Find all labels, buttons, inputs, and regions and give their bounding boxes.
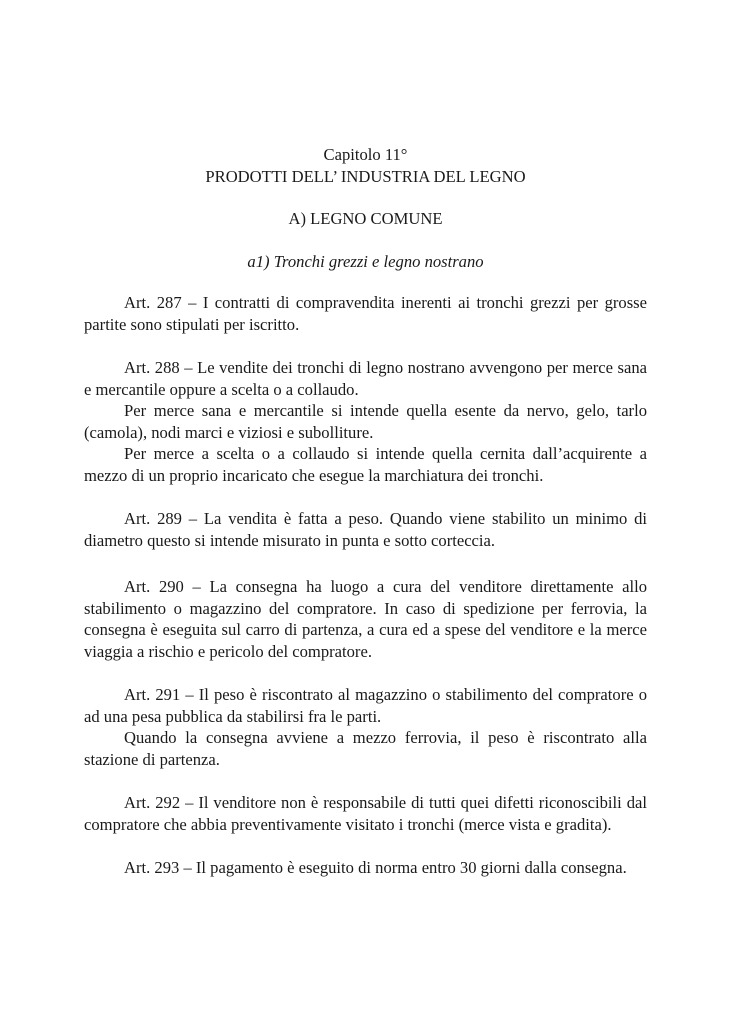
article-paragraph: Art. 293 – Il pagamento è eseguito di norma entro 30 giorni dalla consegna.: [124, 858, 627, 877]
document-page: [84, 144, 647, 879]
chapter-title: PRODOTTI DELL’ INDUSTRIA DEL LEGNO: [205, 166, 526, 186]
article-287: [84, 292, 647, 335]
article-292: [84, 792, 647, 835]
article-288: [84, 357, 647, 486]
article-293: [84, 857, 647, 879]
article-paragraph: Art. 291 – Il peso è riscontrato al magazzino o stabilimento del compratore o ad una pesa pubblica da stabilirsi fra le parti.: [84, 685, 647, 726]
article-290: [84, 576, 647, 662]
article-paragraph: Per merce sana e mercantile si intende quella esente da nervo, gelo, tarlo (camola), nodi marci e viziosi e subolliture.: [84, 401, 647, 442]
chapter-number: Capitolo 11°: [323, 145, 408, 164]
section-heading: A) LEGNO COMUNE: [288, 209, 443, 228]
article-paragraph: Art. 292 – Il venditore non è responsabile di tutti quei difetti riconoscibili dal compratore che abbia preventivamente visitato i tronchi (merce vista e gradita).: [84, 793, 647, 834]
article-289: [84, 508, 647, 551]
article-paragraph: Per merce a scelta o a collaudo si intende quella cernita dall’acquirente a mezzo di un proprio incaricato che esegue la marchiatura dei tronchi.: [84, 444, 647, 485]
article-paragraph: Art. 288 – Le vendite dei tronchi di legno nostrano avvengono per merce sana e mercantile oppure a scelta o a collaudo.: [84, 358, 647, 399]
article-paragraph: Art. 289 – La vendita è fatta a peso. Quando viene stabilito un minimo di diametro questo si intende misurato in punta e sotto corteccia.: [84, 509, 647, 550]
article-paragraph: Art. 287 – I contratti di compravendita inerenti ai tronchi grezzi per grosse partite sono stipulati per iscritto.: [84, 293, 647, 334]
article-paragraph: Art. 290 – La consegna ha luogo a cura del venditore direttamente allo stabilimento o magazzino del compratore. In caso di spedizione per ferrovia, la consegna è eseguita sul carro di partenza, a cura ed a spese del venditore e la merce viaggia a rischio e pericolo del compratore.: [84, 577, 647, 661]
subsection-heading: a1) Tronchi grezzi e legno nostrano: [247, 251, 484, 271]
article-paragraph: Quando la consegna avviene a mezzo ferrovia, il peso è riscontrato alla stazione di partenza.: [84, 728, 647, 769]
chapter-header: [84, 144, 647, 187]
article-291: [84, 684, 647, 770]
